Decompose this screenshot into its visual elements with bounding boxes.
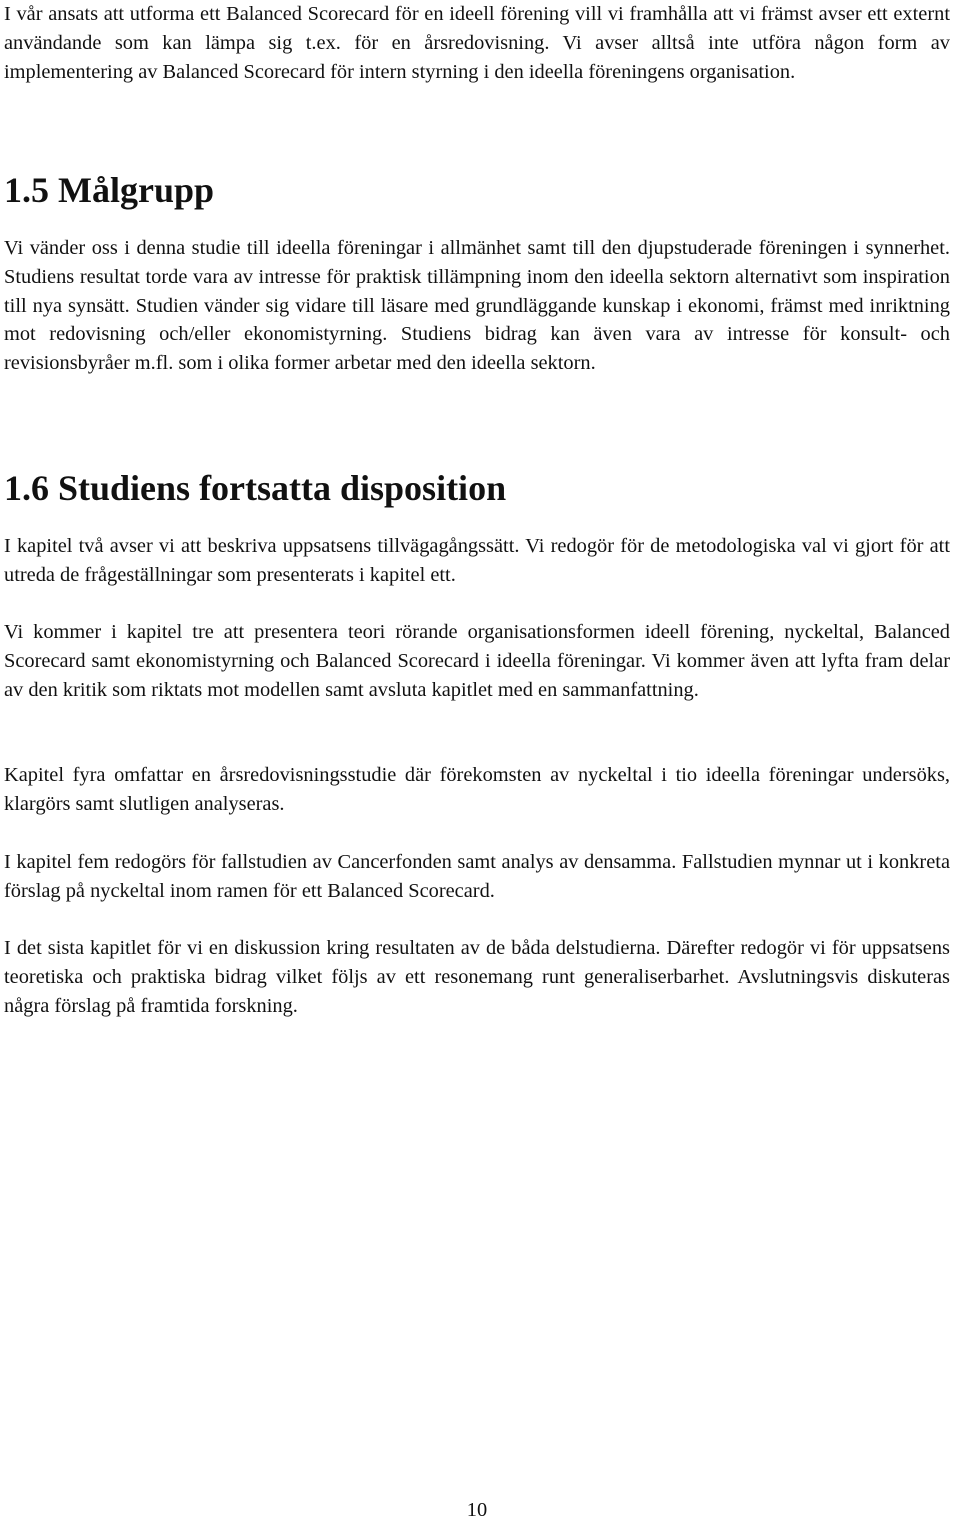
disposition-paragraph-chapter-five: I kapitel fem redogörs för fallstudien av Cancerfonden samt analys av densamma. Fallstudien mynnar ut i konkreta förslag på nyckeltal inom ramen för ett Balanced Scorecard.: [4, 851, 950, 902]
disposition-paragraph-chapter-three: Vi kommer i kapitel tre att presentera teori rörande organisationsformen ideell förening, nyckeltal, Balanced Scorecard samt ekonomistyrning och Balanced Scorecard i ideella föreningar. Vi kommer även att lyfta fram delar av den kritik som riktats mot modellen samt avsluta kapitlet med en sammanfattning.: [4, 621, 950, 701]
disposition-paragraph-chapter-four: Kapitel fyra omfattar en årsredovisningsstudie där förekomsten av nyckeltal i tio ideella föreningar undersöks, klargörs samt slutligen analyseras.: [4, 764, 950, 815]
malgrupp-paragraph: Vi vänder oss i denna studie till ideella föreningar i allmänhet samt till den djupstuderade föreningen i synnerhet. Studiens resultat torde vara av intresse för praktisk tillämpning inom den ideella sektorn alternativt som inspiration till nya synsätt. Studien vänder sig vidare till läsare med grundläggande kunskap i ekonomi, främst med inriktning mot redovisning och/eller ekonomistyrning. Studiens bidrag kan även vara av intresse för konsult- och revisionsbyråer m.fl. som i olika former arbetar med den ideella sektorn.: [4, 237, 950, 375]
disposition-paragraph-final-chapter: I det sista kapitlet för vi en diskussion kring resultaten av de båda delstudierna. Därefter redogör vi för uppsatsens teoretiska och praktiska bidrag vilket följs av ett resonemang runt generaliserbarhet. Avslutningsvis diskuteras några förslag på framtida forskning.: [4, 937, 950, 1017]
section-heading-disposition: 1.6 Studiens fortsatta disposition: [4, 468, 507, 508]
page-number: 10: [466, 1499, 488, 1521]
disposition-paragraph-chapter-two: I kapitel två avser vi att beskriva uppsatsens tillvägagångssätt. Vi redogör för de metodologiska val vi gjort för att utreda de frågeställningar som presenterats i kapitel ett.: [4, 535, 950, 586]
section-heading-malgrupp: 1.5 Målgrupp: [4, 170, 215, 210]
intro-paragraph: I vår ansats att utforma ett Balanced Scorecard för en ideell förening vill vi framhålla att vi främst avser ett externt användande som kan lämpa sig t.ex. för en årsredovisning. Vi avser alltså inte utföra någon form av implementering av Balanced Scorecard för intern styrning i den ideella föreningens organisation.: [4, 3, 950, 83]
